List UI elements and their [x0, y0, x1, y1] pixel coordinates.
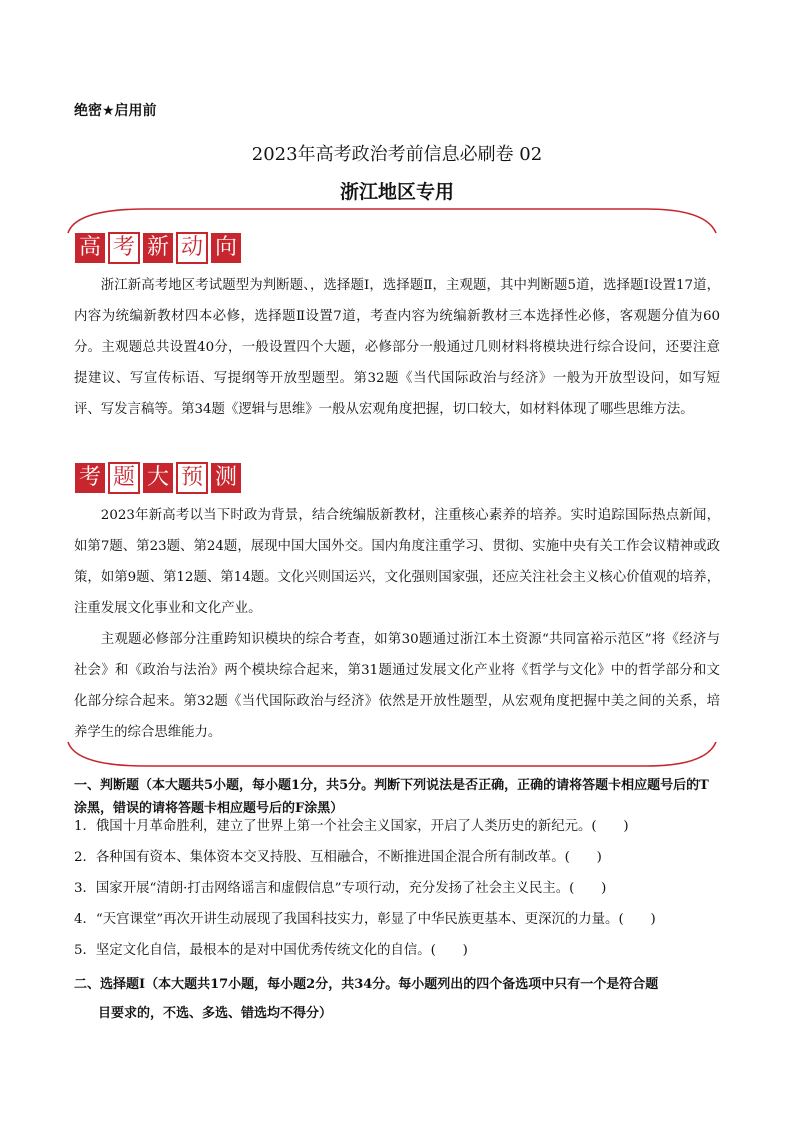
question-item: 4．“天宫课堂”再次开讲生动展现了我国科技实力，彰显了中华民族更基本、更深沉的力量。( ) — [74, 912, 656, 927]
banner-char: 考 — [74, 462, 106, 494]
banner-new-trend — [74, 232, 244, 264]
question-item: 2．各种国有资本、集体资本交叉持股、互相融合，不断推进国企混合所有制改革。( ) — [74, 850, 602, 865]
banner-char: 高 — [74, 232, 106, 264]
intro-paragraph-2: 2023年新高考以当下时政为背景，结合统编版新教材，注重核心素养的培养。实时追踪国际热点新闻，如第7题、第23题、第24题，展现中国大国外交。国内角度注重学习、贯彻、实施中央有关工作会议精神或政策，如第9题、第12题、第14题。文化兴则国运兴，文化强则国家强，还应关注社会主义核心价值观的培养，注重发展文化事业和文化产业。 — [74, 508, 720, 616]
banner-char: 向 — [210, 232, 242, 264]
question-item: 1．俄国十月革命胜利，建立了世界上第一个社会主义国家，开启了人类历史的新纪元。( ) — [74, 819, 629, 834]
bottom-arc-divider — [66, 740, 718, 770]
banner-char: 题 — [108, 462, 140, 494]
confidential-label: 绝密★启用前 — [74, 103, 157, 119]
banner-prediction — [74, 462, 244, 494]
section-2-heading-line-2: 目要求的，不选、多选、错选均不得分） — [98, 1006, 333, 1021]
banner-char: 考 — [108, 232, 140, 264]
page-title: 2023年高考政治考前信息必刷卷 02 — [251, 144, 543, 165]
top-arc-divider — [66, 205, 718, 235]
section-1-heading: 一、判断题（本大题共5小题，每小题1分，共5分。判断下列说法是否正确，正确的请将答题卡相应题号后的T涂黑，错误的请将答题卡相应题号后的F涂黑） — [74, 778, 709, 816]
banner-char: 新 — [142, 232, 174, 264]
intro-paragraph-3: 主观题必修部分注重跨知识模块的综合考查，如第30题通过浙江本土资源“共同富裕示范区”将《经济与社会》和《政治与法治》两个模块综合起来，第31题通过发展文化产业将《哲学与文化》中的哲学部分和文化部分综合起来。第32题《当代国际政治与经济》依然是开放性题型，从宏观角度把握中美之间的关系，培养学生的综合思维能力。 — [74, 632, 720, 740]
banner-char: 预 — [176, 462, 208, 494]
banner-char: 测 — [210, 462, 242, 494]
intro-paragraph-1: 浙江新高考地区考试题型为判断题、，选择题Ⅰ，选择题Ⅱ，主观题，其中判断题5道，选择题Ⅰ设置17道，内容为统编新教材四本必修，选择题Ⅱ设置7道，考查内容为统编新教材三本选择性必修，客观题分值为60分。主观题总共设置40分，一般设置四个大题，必修部分一般通过几则材料将模块进行综合设问，还要注意提建议、写宣传标语、写提纲等开放型题型。第32题《当代国际政治与经济》一般为开放型设问，如写短评、写发言稿等。第34题《逻辑与思维》一般从宏观角度把握，切口较大，如材料体现了哪些思维方法。 — [74, 278, 720, 417]
page-subtitle: 浙江地区专用 — [339, 181, 454, 203]
question-item: 5．坚定文化自信，最根本的是对中国优秀传统文化的自信。( ) — [74, 943, 468, 958]
section-2-heading-line-1: 二、选择题Ⅰ（本大题共17小题，每小题2分，共34分。每小题列出的四个备选项中只有一个是符合题 — [74, 977, 659, 992]
question-item: 3．国家开展“清朗·打击网络谣言和虚假信息”专项行动，充分发扬了社会主义民主。( ) — [74, 881, 607, 896]
banner-char: 动 — [176, 232, 208, 264]
banner-char: 大 — [142, 462, 174, 494]
